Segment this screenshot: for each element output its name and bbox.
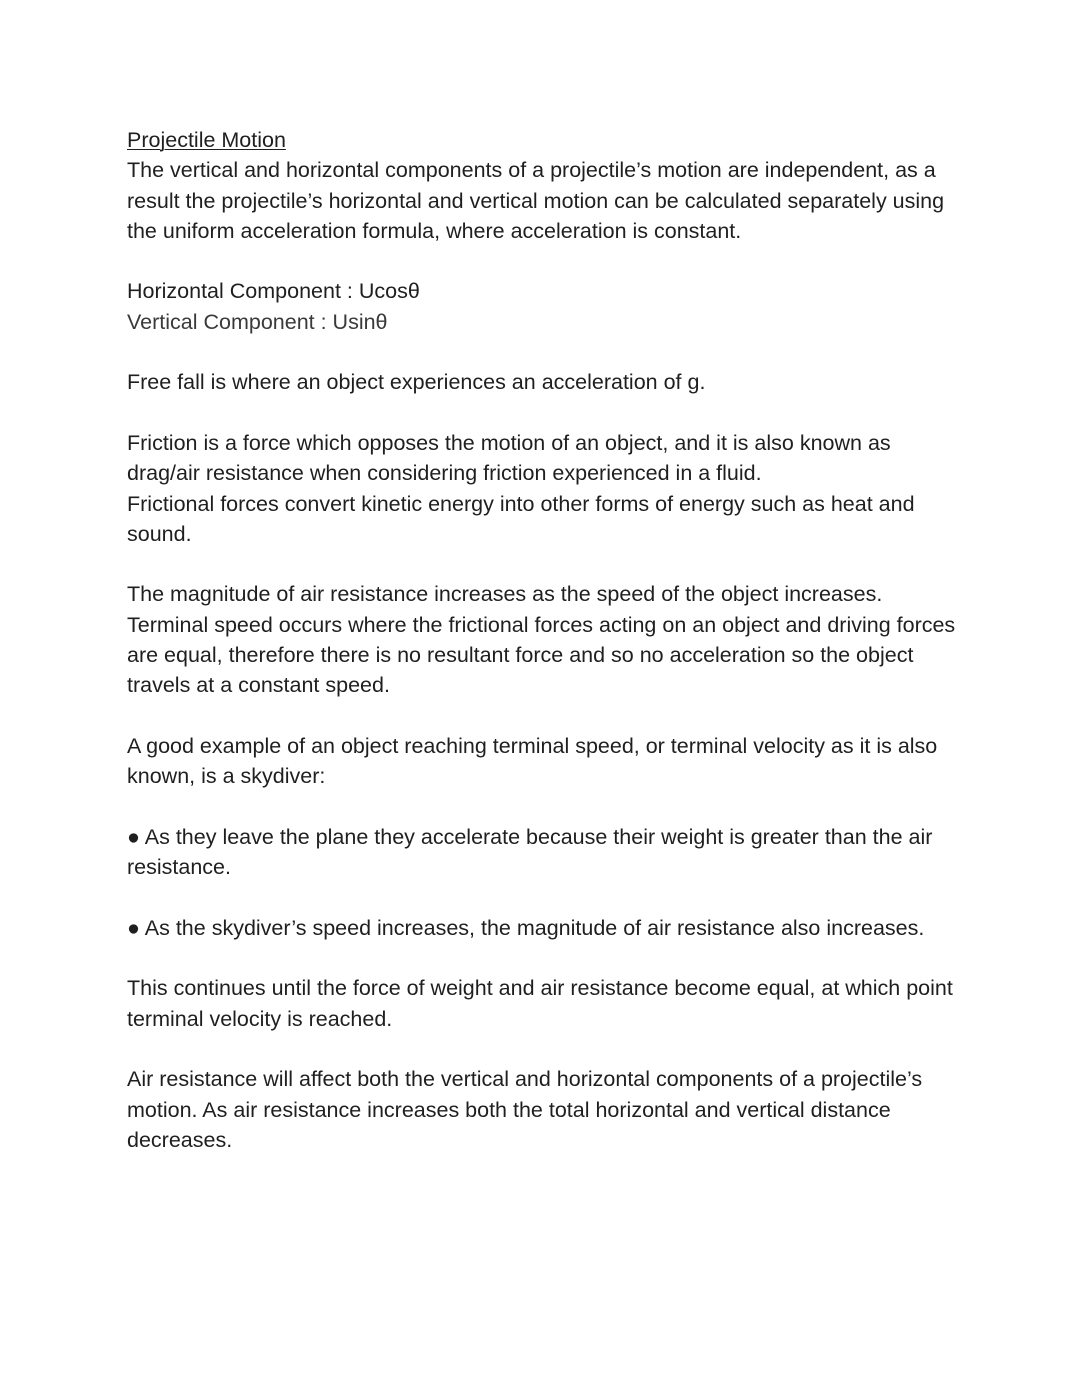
page-title: Projectile Motion <box>127 128 286 152</box>
paragraph-spacer <box>127 701 967 731</box>
paragraph-spacer <box>127 398 967 428</box>
air-resistance-paragraph: The magnitude of air resistance increases as the speed of the object increases. <box>127 582 883 607</box>
paragraph-spacer <box>127 882 967 912</box>
friction-paragraph: Friction is a force which opposes the motion of an object, and it is also known as drag/air resistance when considering friction experienced in a fluid. <box>127 430 891 486</box>
horizontal-component-line: Horizontal Component : Ucosθ <box>127 279 420 304</box>
bullet-item: ● As they leave the plane they accelerate because their weight is greater than the air resistance. <box>127 824 933 880</box>
conclusion-paragraph: Air resistance will affect both the vertical and horizontal components of a projectile’s motion. As air resistance increases both the total horizontal and vertical distance decreases. <box>127 1067 923 1152</box>
frictional-forces-paragraph: Frictional forces convert kinetic energy into other forms of energy such as heat and sound. <box>127 491 915 546</box>
paragraph-spacer <box>127 792 967 822</box>
intro-paragraph: The vertical and horizontal components of a projectile’s motion are independent, as a result the projectile’s horizontal and vertical motion can be calculated separately using the uniform acceleration formula, where acceleration is constant. <box>127 158 945 243</box>
document-page <box>127 125 967 1155</box>
example-intro-paragraph: A good example of an object reaching terminal speed, or terminal velocity as it is also known, is a skydiver: <box>127 733 938 789</box>
paragraph-spacer <box>127 943 967 973</box>
terminal-speed-paragraph: Terminal speed occurs where the frictional forces acting on an object and driving forces are equal, therefore there is no resultant force and so no acceleration so the object travels at a constant speed. <box>127 612 956 698</box>
vertical-component-line: Vertical Component : Usinθ <box>127 309 388 334</box>
paragraph-spacer <box>127 1034 967 1064</box>
paragraph-spacer <box>127 549 967 579</box>
paragraph-spacer <box>127 337 967 367</box>
paragraph-spacer <box>127 246 967 276</box>
free-fall-paragraph: Free fall is where an object experiences an acceleration of g. <box>127 370 706 395</box>
bullet-item: ● As the skydiver’s speed increases, the magnitude of air resistance also increases. <box>127 915 925 940</box>
continues-paragraph: This continues until the force of weight and air resistance become equal, at which point terminal velocity is reached. <box>127 976 953 1031</box>
